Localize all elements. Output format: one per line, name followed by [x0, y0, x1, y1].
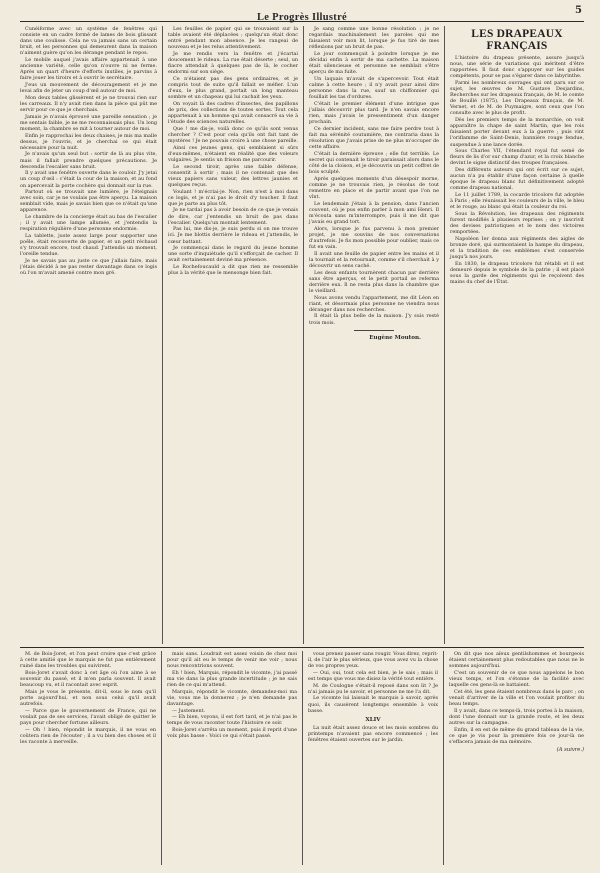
paragraph: Il y avait une fenêtre ouverte dans le couloir. J'y jetai un coup d'œil : c'était la cour de la maison, et au fond on apercevait la porte cochère qui donnait sur la rue.: [20, 170, 157, 189]
paragraph: Je n'avais qu'un seul but : sortir de là au plus vite, mais il fallait prendre quelques précautions. Je descendis l'escalier sans bruit.: [20, 151, 157, 170]
paragraph: Je me rendis vers la fenêtre et j'écartai doucement le rideau. La rue était déserte ; seul, un fiacre attendait à quelques pas de là, le cocher endormi sur son siège.: [168, 50, 298, 76]
bottom-column-2-text: [167, 651, 297, 739]
paragraph: Ainsi ces jeunes gens, qui semblaient si sûrs d'eux-mêmes, n'étaient en réalité que des voleurs vulgaires. Je sentis un frisson me parcourir.: [168, 144, 298, 163]
column-4: [444, 26, 584, 644]
paragraph: Je ne tardai pas à avoir besoin de ce que je venais de dire, car j'entendis un bruit de pas dans l'escalier. Quelqu'un montait lentement.: [168, 207, 298, 226]
paragraph: C'est un souvenir de ce que nous appelons le bon vieux temps, et l'on s'étonne de la facilité avec laquelle ces gens-là se battaient.: [449, 669, 584, 689]
paragraph: Mon deux tables glissèrent et je ne trouvai rien sur les carreaux. Il n'y avait rien dans la pièce qui pût me servir pour ce que je cherchais.: [20, 94, 157, 113]
paragraph: — Oh ! bien, répondit le marquis, il ne vous en coûtera rien de l'écouter ; il a vu bien des choses et il les raconte à merveille.: [20, 726, 156, 745]
paragraph: Sous Charles VII, l'étendard royal fut semé de fleurs de lis d'or sur champ d'azur, et la croix blanche devint le signe distinctif des troupes françaises.: [450, 148, 584, 167]
paragraph: Enfin, il en est de même du grand tableau de la vie, ce que je vis pour la première fois ce jour-là ne s'effacera jamais de ma mémoire.: [449, 726, 584, 745]
paragraph: mais sans. Loudrait est assez voisin de chez moi pour qu'il ait eu le temps de venir me voir ; nous nous rencontrions souvent.: [167, 651, 297, 670]
paragraph: Mais je vous le présente, dit-il, sous le nom qu'il porte aujourd'hui, et non sous celui qu'il avait autrefois.: [20, 688, 156, 707]
paragraph: Enfin je rapprochai les deux chaises, je mis ma malle dessus, je l'ouvris, et je cherchai ce qui était nécessaire pour la nuit.: [20, 132, 157, 151]
page-header: [20, 5, 584, 23]
paragraph: Le Rochefoucauld a dit que rien ne ressemble plus à la vérité que le mensonge bien fait.: [168, 264, 298, 277]
paragraph: La tablette, juste assez large pour supporter une poêle, était recouverte de papier, et un petit réchaud s'y trouvait encore, tout chaud. J'attendis un moment, l'oreille tendue.: [20, 233, 157, 258]
paragraph: Bois-Joret s'arrêta un moment, puis il reprit d'une voix plus basse : Voici ce qui s'était passé.: [167, 727, 297, 740]
paragraph: Parmi les nombreux ouvrages qui ont paru sur ce sujet, les œuvres de M. Gustave Desjardins, Recherches sur les drapeaux français, de M. le comte de Bouillé (1875), Les Drapeaux français, de M. Vernet, et de M. de Puymaigre, sont ceux que l'on consulte avec le plus de profit.: [450, 79, 584, 117]
chapter-number: XLIV: [365, 716, 381, 723]
paragraph: Le lendemain j'étais à la pension, dans l'ancien couvent, où je pus enfin parler à mon ami Henri. Il m'écouta sans m'interrompre, puis il me dit que j'avais eu grand tort.: [309, 200, 439, 226]
paragraph: Cet été, les gens étaient nombreux dans le parc ; on venait d'arriver de la ville et l'on voulait profiter du beau temps.: [449, 688, 584, 707]
paragraph: Pas lui, me dis-je, je suis perdu si on me trouve ici. Je me blottis derrière le rideau et j'attendis, le cœur battant.: [168, 226, 298, 245]
paragraph: Napoléon Ier donna aux régiments des aigles de bronze doré, qui surmontaient la hampe du drapeau, et la tradition de ces emblèmes s'est conservée jusqu'à nos jours.: [450, 235, 584, 261]
paragraph: Le vicomte lui laissait le marquis à savoir, après quoi, ils causèrent longtemps ensemble à voix basse.: [308, 695, 438, 714]
paragraph: — Eh bien, voyons, il est fort tard, et je n'ai pas le temps de vous raconter toute l'histoire ce soir.: [167, 714, 297, 727]
paragraph: J'eus un mouvement de découragement et je me levai afin de jeter un coup d'œil autour de moi.: [20, 82, 157, 95]
paragraph: vous prenez passer sans rougir. Vous direz, reprit-il, de l'air le plus sérieux, que vous avez vu la chose de vos propres yeux.: [308, 651, 438, 670]
column-2: [162, 26, 303, 644]
paragraph: Voulant ! m'écriai-je. Non, rien n'est à moi dans ce logis, et je n'ai pas le droit d'y toucher. Il faut que je parte au plus tôt.: [168, 188, 298, 207]
column-3-text: [309, 26, 439, 326]
paragraph: Jamais je n'avais éprouvé une pareille sensation ; je me sentais faible, je ne me reconnaissais plus. Un long moment, la chambre se mit à tourner autour de moi.: [20, 113, 157, 132]
page-number: 5: [575, 5, 582, 16]
paragraph: L'histoire du drapeau présente, assure jusqu'à nous, une série de variations qui méritent d'être rapportées. Il faut donc s'appuyer sur les guides compétents, pour se pas s'égarer dans ce labyrinthe.: [450, 55, 584, 80]
paragraph: Alors, lorsque je fus parvenu à mon premier projet, je me souvins de nos conversations d'autrefois. Je fis mon possible pour oublier, mais ce fut en vain.: [309, 225, 439, 251]
column-4-text: [450, 55, 584, 285]
masthead: Le Progrès Illustré: [256, 12, 348, 23]
paragraph: M. de Bois-Joret, et l'on peut croire que c'est grâce à cette amitié que le marquis ne fut pas entièrement ruiné dans les troubles qui suivirent.: [20, 651, 156, 670]
paragraph: En 1830, le drapeau tricolore fut rétabli et il est demeuré depuis le symbole de la patrie ; il est placé sous la garde des régiments qui le reçoivent des mains du chef de l'État.: [450, 260, 584, 286]
paragraph: Le second tiroir, après une faible défense, consentit à sortir ; mais il ne contenait que des vieux papiers sans valeur, des lettres jaunies et quelques reçus.: [168, 163, 298, 188]
paragraph: — Parce que le gouvernement de France, qui ne voulait pas de ses services, l'avait obligé de quitter le pays pour chercher fortune ailleurs.: [20, 707, 156, 726]
paragraph: — Justement.: [172, 707, 206, 714]
paragraph: On voyait là des cadres d'insectes, des papillons de prix, des collections de toutes sortes. Tout cela appartenait à un homme qui avait consacré sa vie à l'étude des sciences naturelles.: [168, 100, 298, 126]
bottom-column-4: [443, 651, 584, 865]
paragraph: Partout où se trouvait une lumière, je l'éteignais avec soin, car je ne voulais pas être aperçu. La maison semblait vide, mais je savais bien que ce n'était qu'une apparence.: [20, 189, 157, 214]
bottom-column-2: [161, 651, 302, 865]
column-2-text: [168, 26, 298, 276]
paragraph: Ce n'étaient pas des gens ordinaires, et je compris tout de suite qu'il fallait se méfier. L'un d'eux, le plus grand, portait un long manteau sombre et un chapeau qui lui cachait les yeux.: [168, 75, 298, 101]
paragraph: Nous avons vendu l'appartement, me dit Léon en riant, et désormais plus personne ne viendra nous déranger dans nos recherches.: [309, 294, 439, 313]
top-section: [20, 26, 584, 644]
article-title: LES DRAPEAUX FRANÇAIS: [471, 28, 563, 52]
paragraph: Les feuilles de papier qui se trouvaient sur la table avaient été déplacées ; quelqu'un était donc entré pendant mon absence. Je les rangeai de nouveau et je les relus attentivement.: [168, 26, 298, 51]
paragraph: Je ne savais pas au juste ce que j'allais faire, mais j'étais décidé à ne pas rester davantage dans ce logis où l'on m'avait amené contre mon gré.: [20, 258, 157, 277]
paragraph: Après quelques moments d'un désespoir morne, comme je ne trouvais rien, je résolus de tout remettre en place et de partir avant que l'on ne vînt.: [309, 175, 439, 201]
paragraph: Le chambre de la concierge était au bas de l'escalier ; il y avait une lampe allumée, et j'entendis la respiration régulière d'une personne endormie.: [20, 214, 157, 233]
paragraph: Il était là plus belle de la maison. J'y suis resté trois mois.: [309, 313, 439, 326]
author-signature: Eugène Mouton.: [369, 334, 421, 341]
paragraph: La nuit était assez douce et les mois sombres du printemps n'avaient pas encore commencé ; les fenêtres étaient ouvertes sur le jardin.: [308, 724, 438, 743]
bottom-section: [20, 651, 584, 865]
section-rule: [20, 647, 584, 648]
paragraph: C'était le premier élément d'une intrigue que j'allais découvrir plus tard. Je n'en savais encore rien, mais j'avais le pressentiment d'un danger prochain.: [309, 100, 439, 126]
bottom-column-4-text: [449, 651, 584, 745]
column-1-text: [20, 26, 157, 276]
paragraph: Bois-Joret s'avait donc à cet âge où l'on aime à se souvenir du passé, et il m'en parla souvent. Il avait beaucoup vu, et il racontait avec esprit.: [20, 669, 156, 689]
to-be-continued: (A suivre.): [556, 746, 584, 753]
bottom-column-1: [20, 651, 161, 865]
column-3: [303, 26, 444, 644]
bottom-column-3-text: [308, 651, 438, 714]
bottom-column-3: [302, 651, 443, 865]
paragraph: Il y avait, dans ce temps-là, trois portes à la maison, dont l'une donnait sur la grande route, et les deux autres sur la campagne.: [449, 707, 584, 726]
paragraph: Il avait une feuille de papier entre les mains et il la tournait et la retournait, comme s'il cherchait à y découvrir un sens caché.: [309, 250, 439, 269]
paragraph: Je commençai dans le regard du jeune homme une sorte d'inquiétude qu'il s'efforçait de cacher. Il avait certainement deviné ma présence.: [168, 245, 298, 264]
paragraph: Sous la Révolution, les drapeaux des régiments furent modifiés à plusieurs reprises ; on y inscrivit des devises patriotiques et le nom des victoires remportées.: [450, 210, 584, 236]
bottom-column-3-text-continued: [308, 725, 438, 743]
paragraph: Les deux enfants tournèrent chacun par derrière sans être aperçus, et le petit portail se referma derrière eux. Il ne resta plus dans la chambre que le vieillard.: [309, 269, 439, 294]
paragraph: Le mobile auquel j'avais affaire appartenait à une ancienne variété, celle qu'on n'ouvre ni ne ferme. Après un quart d'heure d'efforts inutiles, je parvins à faire jouer les tiroirs et à ouvrir le secrétaire.: [20, 57, 157, 82]
paragraph: — Oui, oui, tout cela est bien, je le sais ; mais il est temps que vous me disiez la vérité tout entière.: [308, 669, 438, 682]
paragraph: C'était la dernière épreuve ; elle fut terrible. Le secret qui contenait le tiroir paraissait alors dans le côté de la cloison, et je découvris un petit coffret de bois sculpté.: [309, 150, 439, 176]
paragraph: Le 11 juillet 1789, la cocarde tricolore fut adoptée à Paris ; elle réunissait les couleurs de la ville, le bleu et le rouge, au blanc qui était la couleur du roi.: [450, 192, 584, 211]
column-1: [20, 26, 162, 644]
divider: [354, 330, 394, 331]
paragraph: Le jour commençait à poindre lorsque je me décidai enfin à sortir de ma cachette. La maison était silencieuse et personne ne semblait s'être aperçu de ma fuite.: [309, 50, 439, 76]
paragraph: Marquis, répondit le vicomte, demandez-moi ma vie, vous me la donnerez ; je n'en demande pas davantage.: [167, 688, 297, 707]
paragraph: Cunéiforme avec un système de fenêtres qui consiste en un cadre formé de lames de bois glissant dans une coulisse. Cela ne va jamais sans un certain bruit, et les personnes qui demeurent dans la maison n'aiment guère qu'on les dérange pendant le repos.: [20, 26, 157, 57]
paragraph: Que ! me dis-je, voilà donc ce qu'ils sont venus chercher ? C'est pour cela qu'ils ont fait tant de mystères ! Je ne pouvais croire à une chose pareille.: [168, 125, 298, 145]
paragraph: Ce dernier incident, sans me faire perdre tout à fait ma sérénité coutumière, me contraria dans la résolution que j'avais prise de ne plus m'occuper de cette affaire.: [309, 125, 439, 151]
paragraph: On dit que nos aïeux gentilshommes et bourgeois étaient certainement plus redoutables que nous ne le sommes aujourd'hui.: [449, 651, 584, 670]
paragraph: Je sang comme une bonne résolution ; je ne regardais machinalement les paroles qui me faisaient voir mon lit, lorsque je fus tiré de mes réflexions par un bruit de pas.: [309, 26, 439, 51]
paragraph: M. de Coulogne s'était-il reposé dans son lit ? Je n'ai jamais pu le savoir, et personne ne me l'a dit.: [308, 682, 438, 695]
paragraph: Dès les premiers temps de la monarchie, on voit apparaître la chape de saint Martin, que les rois faisaient porter devant eux à la guerre ; puis vint l'oriflamme de Saint-Denis, bannière rouge fendue, suspendue à une lance dorée.: [450, 117, 584, 148]
paragraph: Un laquais m'avait de s'apercevoir. Tout était calme à cette heure ; il n'y avait pour ainsi dire personne dans la rue, sauf un chiffonnier qui fouillait les tas d'ordures.: [309, 75, 439, 101]
bottom-column-1-text: [20, 651, 156, 745]
paragraph: Des différents auteurs qui ont écrit sur ce sujet, aucun n'a pu établir d'une façon certaine à quelle époque le drapeau blanc fut définitivement adopté comme drapeau national.: [450, 167, 584, 192]
paragraph: Eh ! bien, Marquis, répondit le vicomte, j'ai passé ma vie dans la plus grande incertitude ; je ne sais rien de ce qui m'attend.: [167, 669, 297, 689]
